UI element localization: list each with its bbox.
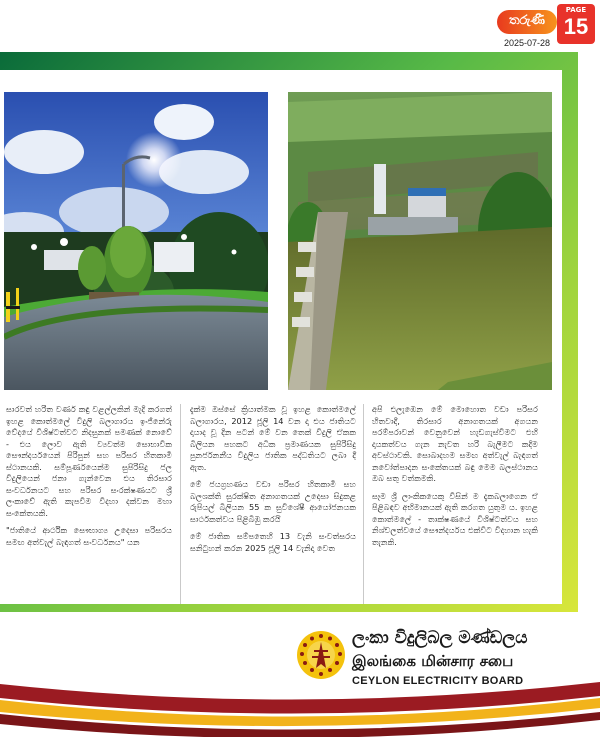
brand-name: තරුණී [508, 13, 546, 28]
column-1-paragraph-2: "ජාතියේ ආර්ථික සෞභාග්‍ය උදෙසා පරිසරය සමඟ අත්වැල් බැඳගත් සංවර්ධනය" යන [6, 525, 172, 547]
column-3-paragraph-2: සෑම ශ්‍රී ලාංකිකයෙකු විසින් ම දැකබලාගෙන ඒ පිළිබඳව අභිමානයක් ඇති කරගත යුතුම ය. ඉහළ කොත්මලේ - තාක්ෂණයේ විශිෂ්ටත්වය සහ නිශ්චලත්වයේ සෞන්දර්යය එක්විට විදහාන හැකි තැනකි. [372, 490, 538, 547]
column-2-paragraph-3: මේ ජාතික සම්පතෙහි 13 වැනි සංවත්සරය සනිටුහන් කරන 2025 ජූලි 14 වැනිදා වෙත [190, 531, 356, 553]
page-label: PAGE [565, 6, 587, 14]
article-column-3 [372, 404, 538, 554]
article-column-2 [190, 404, 356, 560]
page-number: 15 [563, 14, 589, 39]
column-3-paragraph-1: අපි එලැඹෙන මේ මොහොත වඩා පරිසර හිතවාදී, තිරසාර අනාගතයක් අගයන පරම්පරාවන් වෙනුවෙන් හැඩගැස්වීමට එහි දායකත්වය ගැන නැවත හරි බැලීමට කදිම අවස්ථාවකි. සොබාදහම සමඟ අත්වැල් බැඳගත් නවෝත්පාදන සංකේතයක් බඳු මෙම බලස්ථානය ඔබ සතු වත්කමකි. [372, 404, 538, 483]
column-2-paragraph-2: මේ ජයග්‍රහණය වඩා පරිසර හිතකාමී සහ බලශක්ති සුරක්ෂිත අනාගතයක් උදෙසා සිදුකළ රුපියල් බිලියන 55 ක සුවිශේෂී ආයෝජනයක සාර්ථකත්වය පිළිබිඹු කරයි [190, 479, 356, 524]
column-2-paragraph-1: දැක්ම ඔස්සේ ක්‍රියාත්මක වූ ඉහළ කොත්මලේ බලාගාරය, 2012 ජූලි 14 වන දා එය ජාතියට දායාද වූ දින පටන් මේ වන තෙක් විදුලි ඒකක බිලියන පහකට අධික ප්‍රමාණයක සුපිරිසිදු පුනර්ජනනීය විදුලිය ජාතික පද්ධතියට ලබා දී ඇත. [190, 404, 356, 472]
article-column-1 [6, 404, 172, 554]
column-divider [180, 404, 181, 604]
ceb-emblem-icon [296, 630, 346, 680]
ceb-english-name: CEYLON ELECTRICITY BOARD [352, 675, 524, 687]
ceb-sinhala-name: ලංකා විදුලිබල මණ්ඩලය [352, 628, 528, 648]
issue-date: 2025-07-28 [503, 38, 551, 48]
page-header [0, 0, 600, 48]
brand-logo [497, 10, 557, 34]
column-divider [363, 404, 364, 604]
illuminated-power-station-photo [4, 92, 268, 390]
column-1-paragraph-1: සාරවත් හරිත වර්ණ කඳු වළල්ලකින් මැදි කරගත් ඉහළ කොත්මලේ විදුලි බලාගාරය ඉංජිනේරු වේදයේ විශිෂ්ටත්වට නිදසුනක් පමණක් නොවේ - එය ලොව ඇති ව්‍යවත්ම සොභාවික සෞන්දර්යයෙන් පිරිපුන් සහ පරිසර හිතකාමී ස්ථානයකි. සම්පූර්ණයෙන්ම සුපිරිසිදු ජල විදුලියෙන් ජනා ගැන්වෙන එය තිරසාර සංවර්ධනයට සහ පරිසර සංරක්ෂණයට ශ්‍රී ලංකාවේ ඇති කැපවීම විදහා දක්වන මහා සංකේතයකි. [6, 404, 172, 518]
page-number-badge [557, 4, 595, 44]
ceb-tamil-name: இலங்கை மின்சார சபை [352, 652, 514, 670]
reservoir-dam-photo [288, 92, 552, 390]
footer-swoosh [0, 676, 600, 737]
